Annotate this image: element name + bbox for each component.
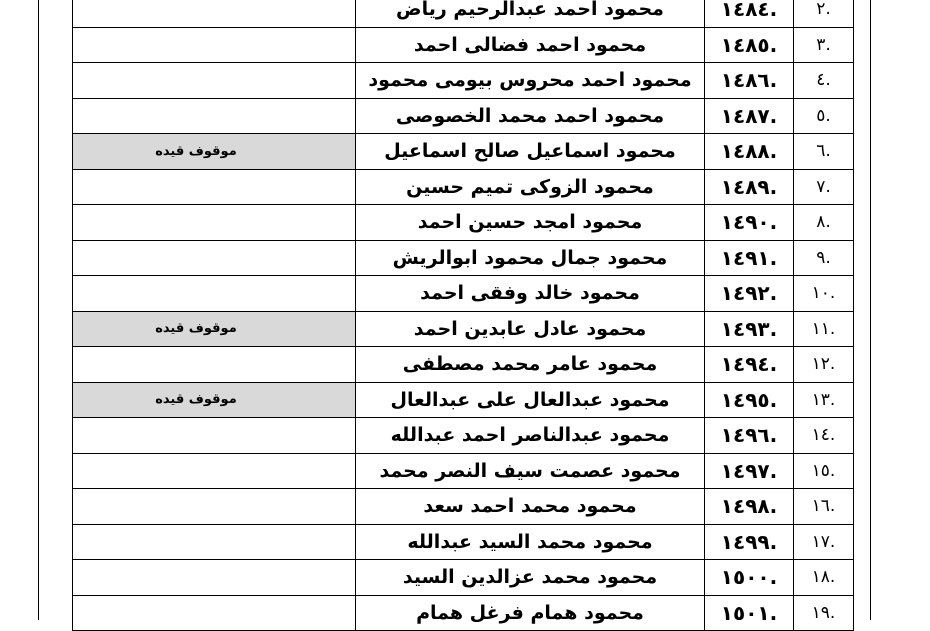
row-number-cell [794, 311, 854, 347]
student-name-text: محمود احمد محمد الخصوصى [395, 104, 665, 127]
student-name-cell [356, 205, 705, 241]
student-name-text: محمود عادل عابدين احمد [413, 317, 647, 340]
table-row [73, 489, 854, 525]
record-code-text: .١٤٨٨ [720, 139, 778, 164]
student-name-text: محمود احمد فضالى احمد [413, 33, 647, 56]
table-row [73, 0, 854, 27]
row-number-text: .٨ [816, 212, 831, 233]
row-number-text: .٢ [816, 0, 831, 20]
row-number-text: .٤ [816, 70, 831, 91]
student-name-text: محمود عصمت سيف النصر محمد [379, 459, 681, 482]
student-name-text: محمود محمد السيد عبدالله [407, 530, 653, 553]
row-number-text: .١٤ [811, 425, 836, 446]
record-code-cell [705, 489, 794, 525]
status-note-cell [73, 418, 356, 454]
status-note-cell [73, 382, 356, 418]
record-code-text: .١٤٩٥ [720, 387, 778, 412]
record-code-cell [705, 240, 794, 276]
table-row [73, 418, 854, 454]
row-number-cell [794, 489, 854, 525]
student-name-cell [356, 453, 705, 489]
record-code-cell [705, 560, 794, 596]
record-code-cell [705, 98, 794, 134]
status-note-cell [73, 560, 356, 596]
record-code-text: .١٤٩٧ [720, 458, 778, 483]
record-code-text: .١٥٠٠ [720, 565, 778, 590]
record-code-text: .١٤٨٩ [720, 174, 778, 199]
record-code-cell [705, 453, 794, 489]
record-code-text: .١٤٩٣ [720, 316, 778, 341]
row-number-text: .١٢ [811, 354, 836, 375]
student-name-text: محمود محمد عزالدين السيد [402, 566, 658, 589]
record-code-text: .١٤٩٦ [720, 423, 778, 448]
status-note-cell [73, 311, 356, 347]
row-number-cell [794, 453, 854, 489]
student-name-text: محمود محمد احمد سعد [423, 495, 637, 518]
table-row [73, 453, 854, 489]
student-name-cell [356, 418, 705, 454]
status-note-cell [73, 169, 356, 205]
row-number-cell [794, 0, 854, 27]
record-code-cell [705, 347, 794, 383]
table-row [73, 382, 854, 418]
roster-body [73, 0, 854, 631]
record-code-cell [705, 27, 794, 63]
student-name-text: محمود عامر محمد مصطفى [402, 353, 658, 376]
row-number-text: .٩ [816, 247, 831, 268]
record-code-text: .١٤٨٥ [720, 32, 778, 57]
record-code-cell [705, 205, 794, 241]
row-number-text: .١٩ [811, 602, 836, 623]
status-note-cell [73, 27, 356, 63]
row-number-cell [794, 240, 854, 276]
student-name-cell [356, 311, 705, 347]
record-code-text: .١٤٨٦ [720, 68, 778, 93]
table-row [73, 63, 854, 99]
student-name-cell [356, 0, 705, 27]
table-row [73, 311, 854, 347]
row-number-text: .١٦ [811, 496, 836, 517]
row-number-text: .١١ [811, 318, 836, 339]
status-note-cell [73, 524, 356, 560]
table-row [73, 595, 854, 631]
record-code-text: .١٤٩٤ [720, 352, 778, 377]
record-code-text: .١٤٩٢ [720, 281, 778, 306]
table-row [73, 524, 854, 560]
student-name-text: محمود عبدالعال على عبدالعال [390, 388, 670, 411]
row-number-text: .٥ [816, 105, 831, 126]
table-row [73, 134, 854, 170]
row-number-cell [794, 98, 854, 134]
row-number-cell [794, 63, 854, 99]
student-name-text: محمود جمال محمود ابوالريش [392, 246, 668, 269]
table-row [73, 98, 854, 134]
row-number-cell [794, 276, 854, 312]
table-row [73, 205, 854, 241]
record-code-cell [705, 382, 794, 418]
record-code-cell [705, 134, 794, 170]
status-note-cell [73, 134, 356, 170]
record-code-cell [705, 311, 794, 347]
status-note-cell [73, 453, 356, 489]
status-note-text: موقوف قيده [155, 143, 237, 159]
student-name-text: محمود الزوكى تميم حسين [406, 175, 654, 198]
page-border-right [870, 0, 871, 620]
row-number-text: .٧ [816, 176, 831, 197]
row-number-cell [794, 382, 854, 418]
status-note-cell [73, 205, 356, 241]
status-note-text: موقوف قيده [155, 321, 237, 337]
record-code-cell [705, 0, 794, 27]
record-code-cell [705, 63, 794, 99]
table-row [73, 276, 854, 312]
row-number-cell [794, 560, 854, 596]
student-name-cell [356, 134, 705, 170]
row-number-cell [794, 418, 854, 454]
student-name-text: محمود همام فرغل همام [416, 601, 644, 624]
record-code-text: .١٤٩٨ [720, 494, 778, 519]
student-name-cell [356, 169, 705, 205]
student-name-cell [356, 560, 705, 596]
student-name-cell [356, 489, 705, 525]
record-code-text: .١٤٩١ [720, 245, 778, 270]
student-name-cell [356, 347, 705, 383]
student-name-cell [356, 98, 705, 134]
student-name-text: محمود اسماعيل صالح اسماعيل [384, 140, 676, 163]
status-note-cell [73, 489, 356, 525]
row-number-cell [794, 27, 854, 63]
table-row [73, 560, 854, 596]
row-number-cell [794, 595, 854, 631]
status-note-cell [73, 595, 356, 631]
status-note-cell [73, 276, 356, 312]
student-name-cell [356, 595, 705, 631]
row-number-text: .١٨ [811, 567, 836, 588]
row-number-cell [794, 169, 854, 205]
record-code-cell [705, 418, 794, 454]
record-code-cell [705, 276, 794, 312]
table-row [73, 347, 854, 383]
row-number-text: .١٧ [811, 531, 836, 552]
student-name-text: محمود امجد حسين احمد [417, 211, 643, 234]
status-note-cell [73, 63, 356, 99]
student-name-cell [356, 240, 705, 276]
status-note-text: موقوف قيده [155, 392, 237, 408]
student-name-text: محمود عبدالناصر احمد عبدالله [390, 424, 670, 447]
row-number-cell [794, 205, 854, 241]
row-number-text: .٦ [816, 141, 831, 162]
row-number-cell [794, 134, 854, 170]
student-name-cell [356, 382, 705, 418]
record-code-cell [705, 169, 794, 205]
page-border-left [38, 0, 39, 620]
row-number-cell [794, 524, 854, 560]
roster-table [72, 0, 854, 631]
record-code-cell [705, 595, 794, 631]
student-name-cell [356, 27, 705, 63]
student-name-cell [356, 276, 705, 312]
student-name-text: محمود خالد وفقى احمد [420, 282, 640, 305]
record-code-text: .١٤٨٧ [720, 103, 778, 128]
row-number-cell [794, 347, 854, 383]
student-name-cell [356, 63, 705, 99]
row-number-text: .١٥ [811, 460, 836, 481]
row-number-text: .١٠ [811, 283, 836, 304]
student-name-text: محمود احمد عبدالرحيم رياض [396, 0, 664, 21]
student-name-cell [356, 524, 705, 560]
row-number-text: .١٣ [811, 389, 836, 410]
status-note-cell [73, 347, 356, 383]
record-code-text: .١٥٠١ [720, 600, 778, 625]
table-row [73, 27, 854, 63]
record-code-cell [705, 524, 794, 560]
table-row [73, 169, 854, 205]
status-note-cell [73, 0, 356, 27]
status-note-cell [73, 98, 356, 134]
row-number-text: .٣ [816, 34, 831, 55]
record-code-text: .١٤٨٤ [720, 0, 778, 22]
record-code-text: .١٤٩٩ [720, 529, 778, 554]
record-code-text: .١٤٩٠ [720, 210, 778, 235]
student-name-text: محمود احمد محروس بيومى محمود [368, 69, 692, 92]
table-row [73, 240, 854, 276]
status-note-cell [73, 240, 356, 276]
